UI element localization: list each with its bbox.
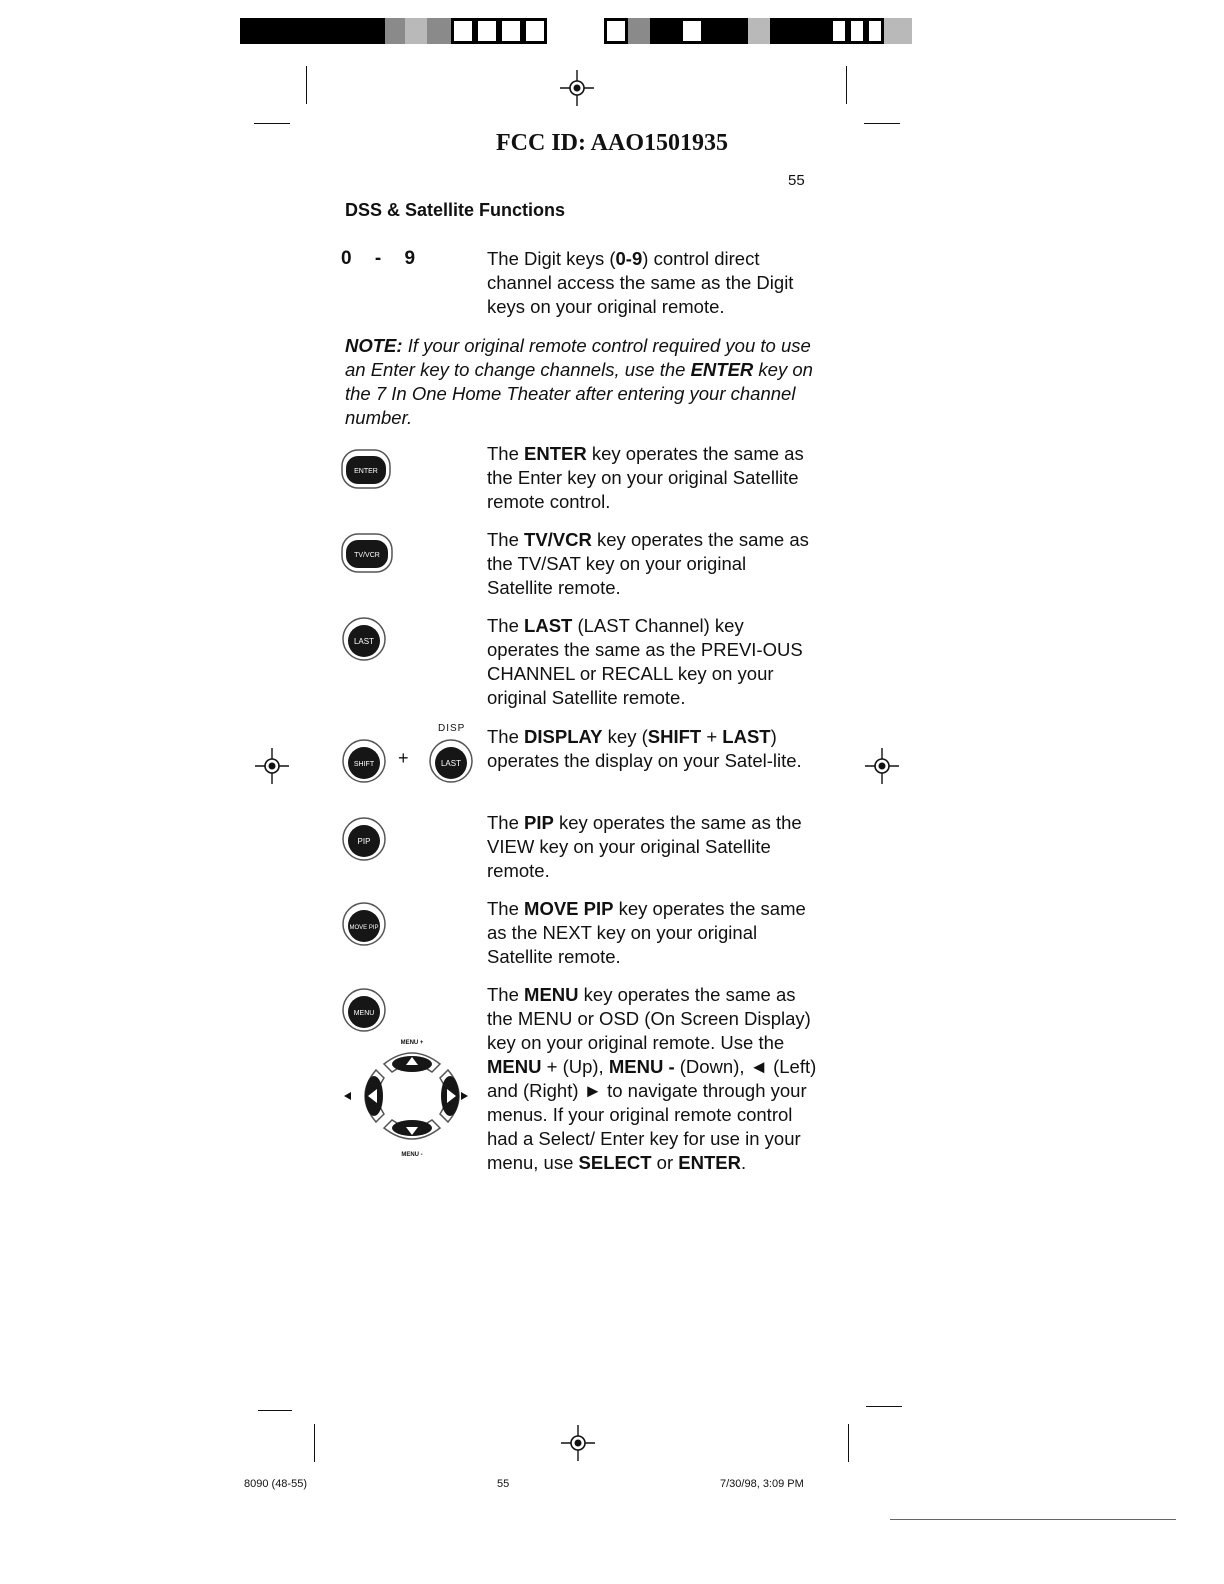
pip-key-icon	[340, 815, 388, 863]
key-icon-label: LAST	[440, 759, 462, 768]
crop-mark	[314, 1424, 315, 1462]
digit-label-end: 9	[404, 248, 417, 269]
crop-mark	[866, 1406, 902, 1407]
last-key-icon	[427, 737, 475, 785]
footer-job-code: 8090 (48-55)	[244, 1478, 307, 1490]
note-label: NOTE:	[345, 335, 403, 356]
menu-key-icon	[340, 986, 388, 1034]
key-icon-label: ENTER	[354, 468, 378, 475]
crop-mark	[864, 123, 900, 124]
menu-key-description: The MENU key operates the same as the MENU or OSD (On Screen Display) key on your original remote. Use the MENU + (Up), MENU - (Down), ◄ (Left) and (Right) ► to navigate through your menus. If your original remote control had a Select/ Enter key for use in your menu, use SELECT or ENTER.	[487, 984, 817, 1173]
dotted-rule	[890, 1519, 1176, 1520]
page-number: 55	[788, 172, 805, 189]
key-icon-label: PIP	[357, 837, 371, 846]
digit-label-dash: -	[374, 248, 383, 269]
crop-mark	[306, 66, 307, 104]
crop-mark	[846, 66, 847, 104]
crop-mark	[258, 1410, 292, 1411]
last-key-icon	[340, 615, 388, 663]
footer-timestamp: 7/30/98, 3:09 PM	[720, 1478, 804, 1490]
registration-bar-left	[240, 18, 547, 44]
crop-mark	[848, 1424, 849, 1462]
display-key-description: The DISPLAY key (SHIFT + LAST) operates the display on your Satel-lite.	[487, 726, 802, 771]
menu-plus-label: MENU +	[400, 1040, 424, 1046]
registration-bar-right	[604, 18, 912, 44]
footer-page-number: 55	[497, 1478, 510, 1490]
move-pip-key-icon	[340, 900, 388, 948]
registration-target-icon	[561, 1425, 595, 1461]
registration-target-icon	[255, 748, 289, 784]
last-key-description: The LAST (LAST Channel) key operates the same as the PREVI-OUS CHANNEL or RECALL key on your original Satellite remote.	[487, 615, 803, 708]
plus-sign: +	[398, 748, 409, 768]
tv-vcr-key-description: The TV/VCR key operates the same as the TV/SAT key on your original Satellite remote.	[487, 529, 809, 598]
key-icon-label: MENU	[353, 1010, 375, 1017]
note-paragraph: NOTE: If your original remote control required you to use an Enter key to change channels, use the ENTER key on the 7 In One Home Theater after entering your channel number.	[345, 335, 813, 428]
section-title: DSS & Satellite Functions	[345, 200, 566, 220]
enter-key-description: The ENTER key operates the same as the Enter key on your original Satellite remote control.	[487, 443, 804, 512]
digit-keys-description: The Digit keys (0-9) control direct channel access the same as the Digit keys on your original remote.	[487, 248, 794, 317]
key-icon-label: SHIFT	[353, 761, 375, 768]
key-icon-label: MOVE PIP	[349, 925, 379, 931]
fcc-id-heading: FCC ID: AAO1501935	[496, 130, 728, 156]
tv-vcr-key-icon	[340, 532, 394, 574]
pip-key-description: The PIP key operates the same as the VIEW key on your original Satellite remote.	[487, 812, 802, 881]
key-icon-label: TV/VCR	[354, 552, 380, 559]
disp-label: DISP	[438, 723, 466, 734]
crop-mark	[254, 123, 290, 124]
shift-key-icon	[340, 737, 388, 785]
menu-minus-label: MENU -	[401, 1152, 423, 1158]
digit-label-start: 0	[341, 248, 353, 269]
menu-navigation-pad-icon	[340, 1034, 470, 1160]
registration-target-icon	[865, 748, 899, 784]
registration-target-icon	[560, 70, 594, 106]
move-pip-key-description: The MOVE PIP key operates the same as the NEXT key on your original Satellite remote.	[487, 898, 806, 967]
key-icon-label: LAST	[353, 637, 375, 646]
digit-keys-label	[341, 248, 416, 270]
enter-key-icon	[340, 448, 392, 490]
